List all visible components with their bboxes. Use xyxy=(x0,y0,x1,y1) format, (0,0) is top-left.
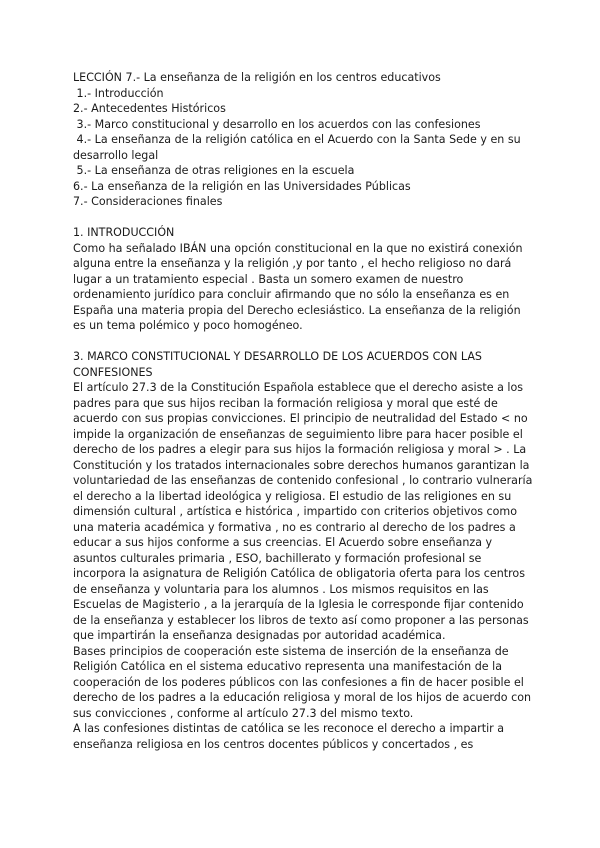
toc-item: 2.- Antecedentes Históricos xyxy=(73,102,226,115)
spacer xyxy=(73,210,533,226)
toc-item: 3.- Marco constitucional y desarrollo en los acuerdos con las confesiones xyxy=(73,117,481,131)
document-page xyxy=(73,70,533,752)
lesson-title: LECCIÓN 7.- La enseñanza de la religión en los centros educativos xyxy=(73,71,441,84)
toc-item: 4.- La enseñanza de la religión católica en el Acuerdo con la Santa Sede y en su xyxy=(73,133,521,146)
section-paragraph: A las confesiones distintas de católica se les reconoce el derecho a impartir a enseñanza religiosa en los centros docentes públicos y concertados , es xyxy=(73,722,505,751)
toc-item: 7.- Consideraciones finales xyxy=(73,195,223,208)
table-of-contents xyxy=(73,86,533,210)
toc-item: desarrollo legal xyxy=(73,148,159,162)
section-paragraph: Bases principios de cooperación este sistema de inserción de la enseñanza de Religión Católica en el sistema educativo representa una manifestación de la cooperación de los poderes públicos con las confesiones a fin de hacer posible el derecho de los padres a la educación religiosa y moral de los hijos de acuerdo con sus convicciones , conforme al artículo 27.3 del mismo texto. xyxy=(73,644,532,720)
spacer xyxy=(73,334,533,350)
toc-item: 6.- La enseñanza de la religión en las Universidades Públicas xyxy=(73,179,411,193)
section-heading-marco-constitucional: 3. MARCO CONSTITUCIONAL Y DESARROLLO DE LOS ACUERDOS CON LAS CONFESIONES xyxy=(73,350,482,379)
section-paragraph: Como ha señalado IBÁN una opción constitucional en la que no existirá conexión alguna entre la enseñanza y la religión ,y por tanto , el hecho religioso no dará lugar a un tratamiento especial . Basta un somero examen de nuestro ordenamiento jurídico para concluir afirmando que no sólo la enseñanza es en España una materia propia del Derecho eclesiástico. La enseñanza de la religión es un tema polémico y poco homogéneo. xyxy=(73,241,523,332)
section-heading-introduccion: 1. INTRODUCCIÓN xyxy=(73,226,175,239)
toc-item: 5.- La enseñanza de otras religiones en la escuela xyxy=(73,164,355,177)
section-paragraph: El artículo 27.3 de la Constitución Española establece que el derecho asiste a los padres para que sus hijos reciban la formación religiosa y moral que esté de acuerdo con sus propias convicciones. El principio de neutralidad del Estado < no impide la organización de enseñanzas de seguimiento libre para hacer posible el derecho de los padres a elegir para sus hijos la formación religiosa y moral > . La Constitución y los tratados internacionales sobre derechos humanos garantizan la voluntariedad de las enseñanzas de contenido confesional , lo contrario vulneraría el derecho a la libertad ideológica y religiosa. El estudio de las religiones en su dimensión cultural , artística e histórica , impartido con criterios objetivos como una materia académica y formativa , no es contrario al derecho de los padres a educar a sus hijos conforme a sus creencias. El Acuerdo sobre enseñanza y asuntos culturales primaria , ESO, bachillerato y formación profesional se incorpora la asignatura de Religión Católica de obligatoria oferta para los centros de enseñanza y voluntaria para los alumnos . Los mismos requisitos en las Escuelas de Magisterio , a la jerarquía de la Iglesia le corresponde fijar contenido de la enseñanza y establecer los libros de texto así como proponer a las personas que impartirán la enseñanza designadas por autoridad académica. xyxy=(73,381,533,642)
toc-item: 1.- Introducción xyxy=(73,86,164,100)
